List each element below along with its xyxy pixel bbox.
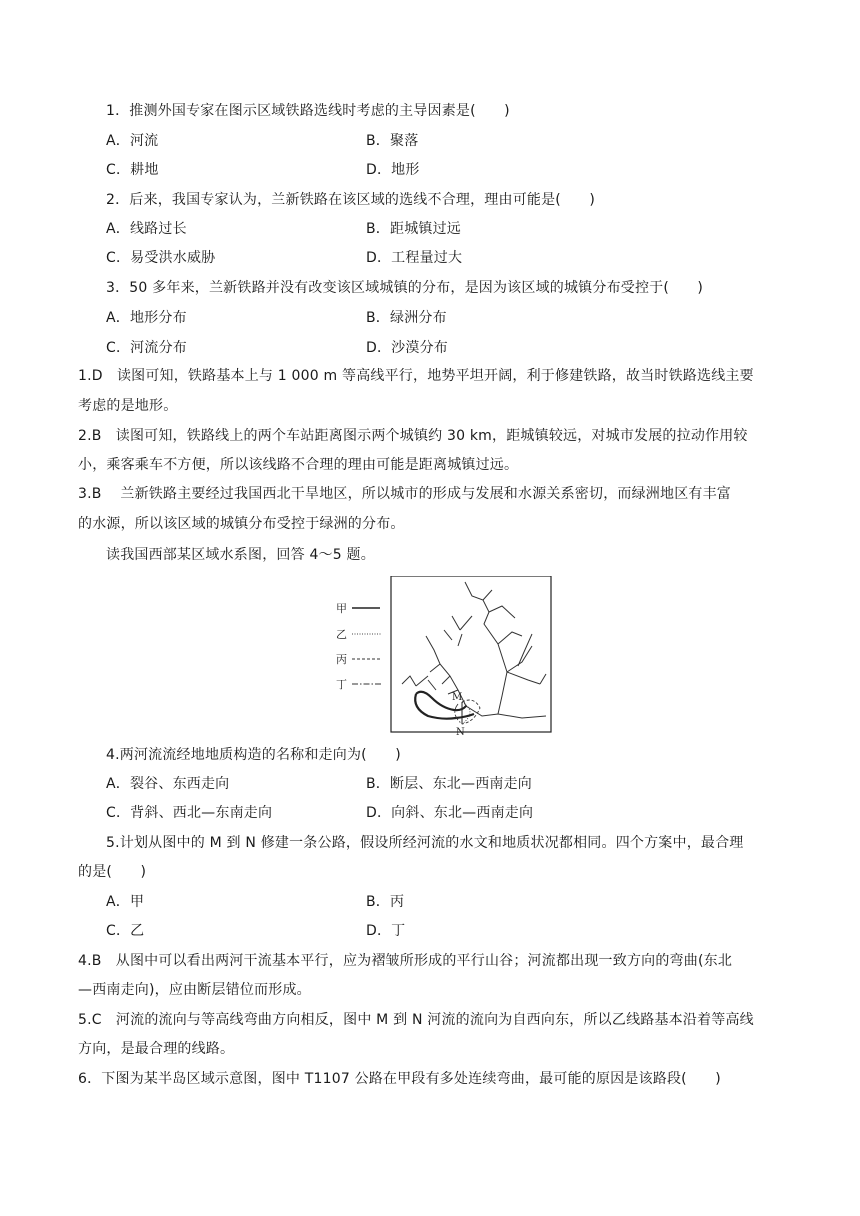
q3-option-b: B．绿洲分布 <box>366 310 447 326</box>
answer-1-line-1: 1.D 读图可知，铁路基本上与 1 000 m 等高线平行，地势平坦开阔，利于修建铁路，故当时铁路选线主要 <box>78 368 754 384</box>
q3-stem: 3．50 多年来，兰新铁路并没有改变该区域城镇的分布，是因为该区域的城镇分布受控于( ) <box>106 280 704 296</box>
legend-ding-label: 丁 <box>336 678 347 691</box>
q4-option-b: B．断层、东北—西南走向 <box>366 776 533 792</box>
answer-1-line-2: 考虑的是地形。 <box>78 398 178 414</box>
river-system-map <box>332 576 554 736</box>
answer-4-line-1: 4.B 从图中可以看出两河干流基本平行，应为褶皱所形成的平行山谷；河流都出现一致方向的弯曲(东北 <box>78 953 733 969</box>
q3-option-d: D．沙漠分布 <box>366 340 448 356</box>
answer-5-line-1: 5.C 河流的流向与等高线弯曲方向相反，图中 M 到 N 河流的流向为自西向东，所以乙线路基本沿着等高线 <box>78 1012 754 1028</box>
q3-option-c: C．河流分布 <box>106 340 187 356</box>
q5-option-d: D．丁 <box>366 923 406 939</box>
answer-2-line-2: 小，乘客乘车不方便，所以该线路不合理的理由可能是距离城镇过远。 <box>78 457 519 473</box>
point-n-label: N <box>456 727 465 736</box>
answer-3-line-2: 的水源，所以该区域的城镇分布受控于绿洲的分布。 <box>78 516 405 532</box>
q1-option-b: B．聚落 <box>366 133 419 149</box>
q4-option-c: C．背斜、西北—东南走向 <box>106 805 273 821</box>
point-m-label: M <box>452 692 463 703</box>
answer-4-line-2: —西南走向)，应由断层错位而形成。 <box>78 982 311 998</box>
answer-3-line-1: 3.B 兰新铁路主要经过我国西北干旱地区，所以城市的形成与发展和水源关系密切，而绿洲地区有丰富 <box>78 486 732 502</box>
legend-jia-label: 甲 <box>336 602 347 615</box>
q5-option-b: B．丙 <box>366 894 405 910</box>
q6-stem: 6．下图为某半岛区域示意图，图中 T1107 公路在甲段有多处连续弯曲，最可能的原因是该路段( ) <box>78 1071 721 1087</box>
q1-option-a: A．河流 <box>106 133 159 149</box>
q2-option-c: C．易受洪水威胁 <box>106 250 216 266</box>
q4-option-d: D．向斜、东北—西南走向 <box>366 805 534 821</box>
legend-yi-label: 乙 <box>336 628 347 641</box>
q5-option-a: A．甲 <box>106 894 145 910</box>
q2-option-d: D．工程量过大 <box>366 250 463 266</box>
legend-bing-label: 丙 <box>336 653 347 666</box>
q5-stem-line-1: 5.计划从图中的 M 到 N 修建一条公路，假设所经河流的水文和地质状况都相同。四个方案中，最合理 <box>106 835 744 851</box>
q2-stem: 2．后来，我国专家认为，兰新铁路在该区域的选线不合理，理由可能是( ) <box>106 192 596 208</box>
answer-5-line-2: 方向，是最合理的线路。 <box>78 1041 235 1057</box>
q5-option-c: C．乙 <box>106 923 145 939</box>
q4-stem: 4.两河流流经地地质构造的名称和走向为( ) <box>106 747 401 763</box>
q3-option-a: A．地形分布 <box>106 310 187 326</box>
q4-option-a: A．裂谷、东西走向 <box>106 776 230 792</box>
intro-4-5: 读我国西部某区域水系图，回答 4～5 题。 <box>106 547 375 563</box>
q2-option-a: A．线路过长 <box>106 221 187 237</box>
q1-stem: 1．推测外国专家在图示区域铁路选线时考虑的主导因素是( ) <box>106 103 510 119</box>
q2-option-b: B．距城镇过远 <box>366 221 462 237</box>
q5-stem-line-2: 的是( ) <box>78 864 147 880</box>
q1-option-c: C．耕地 <box>106 162 159 178</box>
q1-option-d: D．地形 <box>366 162 420 178</box>
answer-2-line-1: 2.B 读图可知，铁路线上的两个车站距离图示两个城镇约 30 km，距城镇较远，对城市发展的拉动作用较 <box>78 428 748 444</box>
